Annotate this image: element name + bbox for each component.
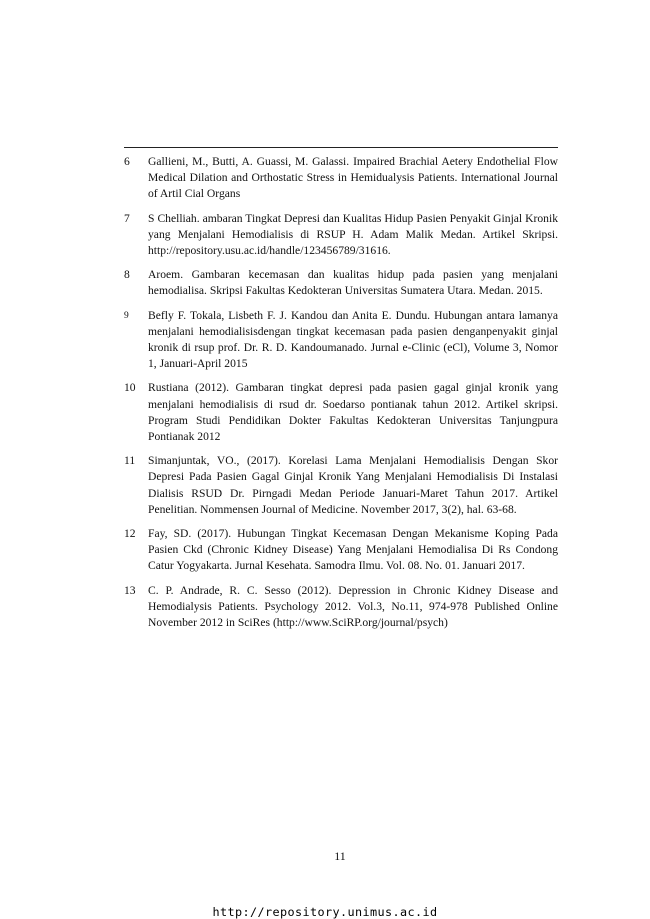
reference-text: Befly F. Tokala, Lisbeth F. J. Kandou dan Anita E. Dundu. Hubungan antara lamanya menjalani hemodialisisdengan tingkat kecemasan pada pasien denganpenyakit ginjal kronik di rsup prof. Dr. R. D. Kandoumanado. Jurnal e-Clinic (eCl), Volume 3, Nomor 1, Januari-April 2015	[148, 308, 558, 371]
reference-item	[124, 211, 558, 260]
reference-item	[124, 526, 558, 575]
reference-text: Fay, SD. (2017). Hubungan Tingkat Kecemasan Dengan Mekanisme Koping Pada Pasien Ckd (Chronic Kidney Disease) Yang Menjalani Hemodialisa Di Rs Condong Catur Yogyakarta. Jurnal Kesehata. Samodra Ilmu. Vol. 08. No. 01. Januari 2017.	[148, 527, 558, 573]
footer-url: http://repository.unimus.ac.id	[212, 905, 438, 919]
reference-list	[124, 154, 558, 639]
top-rule	[124, 147, 558, 148]
reference-number: 11	[124, 454, 136, 468]
reference-item	[124, 267, 558, 299]
reference-number: 9	[124, 310, 129, 321]
reference-number: 10	[124, 381, 136, 395]
reference-item	[124, 308, 558, 373]
reference-text: Simanjuntak, VO., (2017). Korelasi Lama Menjalani Hemodialisis Dengan Skor Depresi Pada Pasien Gagal Ginjal Kronik Yang Menjalani Hemodialisis Di Instalasi Dialisis RSUD Dr. Pirngadi Medan Periode Januari-Maret Tahun 2017. Artikel Penelitian. Nommensen Journal of Medicine. November 2017, 3(2), hal. 63-68.	[148, 454, 558, 516]
reference-number: 7	[124, 211, 130, 225]
reference-text: C. P. Andrade, R. C. Sesso (2012). Depression in Chronic Kidney Disease and Hemodialysis Patients. Psychology 2012. Vol.3, No.11, 974-978 Published Online November 2012 in SciRes (http://www.SciRP.org/journal/psych)	[148, 583, 558, 630]
page-number: 11	[334, 849, 346, 863]
reference-item	[124, 154, 558, 203]
reference-number: 13	[124, 583, 136, 597]
reference-number: 8	[124, 268, 130, 282]
reference-text: S Chelliah. ambaran Tingkat Depresi dan Kualitas Hidup Pasien Penyakit Ginjal Kronik yang Menjalani Hemodialisis di RSUP H. Adam Malik Medan. Artikel Skripsi. http://repository.usu.ac.id/handle/123456789/31616.	[148, 211, 558, 258]
reference-number: 6	[124, 155, 130, 168]
reference-item	[124, 453, 558, 518]
reference-item	[124, 583, 558, 632]
reference-text: Gallieni, M., Butti, A. Guassi, M. Galassi. Impaired Brachial Aetery Endothelial Flow Medical Dilation and Orthostatic Stress in Hemidualysis Patients. International Journal of Artil Cial Organs	[148, 155, 558, 201]
reference-item	[124, 380, 558, 445]
reference-text: Rustiana (2012). Gambaran tingkat depresi pada pasien gagal ginjal kronik yang menjalani hemodialisis di rsud dr. Soedarso pontianak tahun 2012. Artikel skripsi. Program Studi Pendidikan Dokter Fakultas Kedokteran Universitas Tanjungpura Pontianak 2012	[148, 381, 558, 444]
reference-text: Aroem. Gambaran kecemasan dan kualitas hidup pada pasien yang menjalani hemodialisa. Skripsi Fakultas Kedokteran Universitas Sumatera Utara. Medan. 2015.	[148, 268, 558, 298]
reference-number: 12	[124, 527, 136, 541]
